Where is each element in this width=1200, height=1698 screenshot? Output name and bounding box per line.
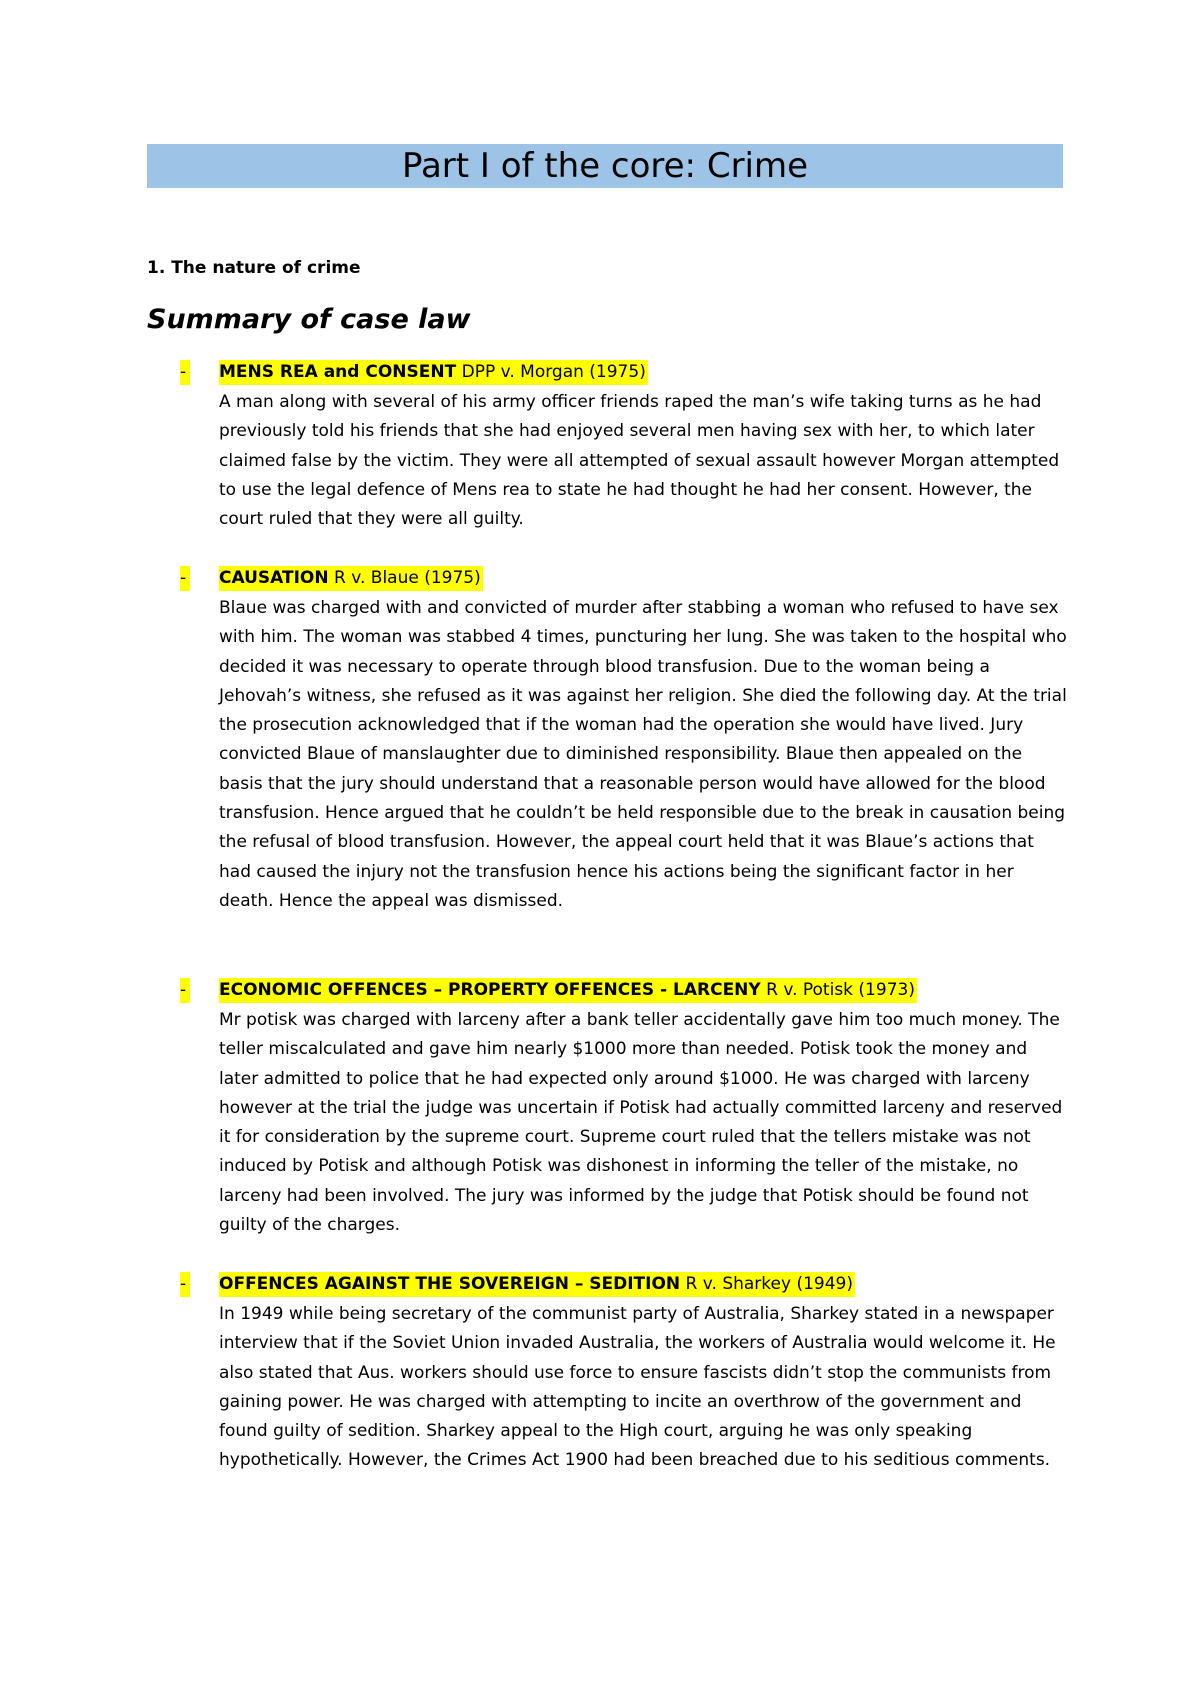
bullet-dash: - bbox=[180, 360, 190, 385]
case-heading bbox=[219, 566, 483, 591]
case-topic: MENS REA and CONSENT bbox=[219, 362, 457, 382]
case-summary: In 1949 while being secretary of the communist party of Australia, Sharkey stated in a newspaper interview that if the Soviet Union invaded Australia, the workers of Australia would welcome it. He also stated that Aus. workers should use force to ensure fascists didn’t stop the communists from gaining power. He was charged with attempting to incite an overthrow of the government and found guilty of sedition. Sharkey appeal to the High court, arguing he was only speaking hypothetically. However, the Crimes Act 1900 had been breached due to his seditious comments. bbox=[219, 1304, 1056, 1471]
case-heading bbox=[219, 1272, 855, 1297]
case-topic: ECONOMIC OFFENCES – PROPERTY OFFENCES - LARCENY bbox=[219, 980, 761, 1000]
case-heading bbox=[219, 978, 917, 1003]
title-banner bbox=[147, 144, 1063, 188]
page-title: Part I of the core: Crime bbox=[401, 146, 809, 186]
bullet-dash: - bbox=[180, 978, 190, 1003]
case-summary: Mr potisk was charged with larceny after a bank teller accidentally gave him too much money. The teller miscalculated and gave him nearly $1000 more than needed. Potisk took the money and later admitted to police that he had expected only around $1000. He was charged with larceny however at the trial the judge was uncertain if Potisk had actually committed larceny and reserved it for consideration by the supreme court. Supreme court ruled that the tellers mistake was not induced by Potisk and although Potisk was dishonest in informing the teller of the mistake, no larceny had been involved. The jury was informed by the judge that Potisk should be found not guilty of the charges. bbox=[219, 1010, 1063, 1236]
bullet-dash: - bbox=[180, 1272, 190, 1297]
case-heading bbox=[219, 360, 648, 385]
case-citation: R v. Potisk (1973) bbox=[760, 980, 915, 1000]
case-citation: DPP v. Morgan (1975) bbox=[456, 362, 646, 382]
summary-heading: Summary of case law bbox=[147, 304, 471, 335]
case-header bbox=[0, 566, 1200, 591]
case-citation: R v. Sharkey (1949) bbox=[680, 1274, 853, 1294]
case-header bbox=[0, 1272, 1200, 1297]
case-summary: A man along with several of his army officer friends raped the man’s wife taking turns as he had previously told his friends that she had enjoyed several men having sex with her, to which later claimed false by the victim. They were all attempted of sexual assault however Morgan attempted to use the legal defence of Mens rea to state he had thought he had her consent. However, the court ruled that they were all guilty. bbox=[219, 392, 1060, 530]
case-header bbox=[0, 360, 1200, 385]
case-header bbox=[0, 978, 1200, 1003]
case-topic: OFFENCES AGAINST THE SOVEREIGN – SEDITION bbox=[219, 1274, 681, 1294]
case-topic: CAUSATION bbox=[219, 568, 329, 588]
bullet-dash: - bbox=[180, 566, 190, 591]
case-citation: R v. Blaue (1975) bbox=[328, 568, 481, 588]
case-summary: Blaue was charged with and convicted of murder after stabbing a woman who refused to have sex with him. The woman was stabbed 4 times, puncturing her lung. She was taken to the hospital who decided it was necessary to operate through blood transfusion. Due to the woman being a Jehovah’s witness, she refused as it was against her religion. She died the following day. At the trial the prosecution acknowledged that if the woman had the operation she would have lived. Jury convicted Blaue of manslaughter due to diminished responsibility. Blaue then appealed on the basis that the jury should understand that a reasonable person would have allowed for the blood transfusion. Hence argued that he couldn’t be held responsible due to the break in causation being the refusal of blood transfusion. However, the appeal court held that it was Blaue’s actions that had caused the injury not the transfusion hence his actions being the significant factor in her death. Hence the appeal was dismissed. bbox=[219, 598, 1067, 911]
section-heading: 1. The nature of crime bbox=[147, 258, 361, 278]
